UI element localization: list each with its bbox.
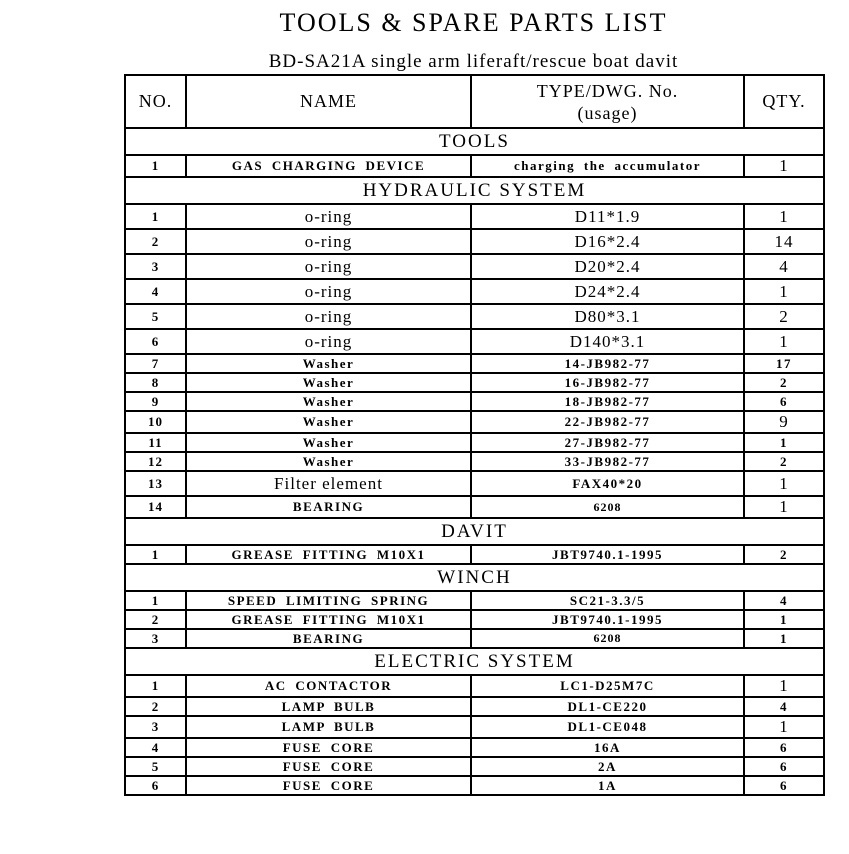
row-type: 18-JB982-77: [471, 392, 744, 411]
table-row: [125, 471, 824, 496]
row-name: Washer: [186, 433, 471, 452]
row-name: o-ring: [186, 229, 471, 254]
row-name: o-ring: [186, 254, 471, 279]
row-qty: 6: [744, 392, 824, 411]
row-no: 2: [125, 610, 186, 629]
table-row: [125, 155, 824, 177]
row-type: 14-JB982-77: [471, 354, 744, 373]
table-row: [125, 254, 824, 279]
row-qty: 1: [744, 716, 824, 738]
table-row: [125, 591, 824, 610]
row-no: 6: [125, 776, 186, 795]
row-qty: 2: [744, 373, 824, 392]
row-name: FUSE CORE: [186, 776, 471, 795]
row-type: D11*1.9: [471, 204, 744, 229]
row-type: 16A: [471, 738, 744, 757]
row-name: o-ring: [186, 279, 471, 304]
row-qty: 1: [744, 204, 824, 229]
row-qty: 6: [744, 738, 824, 757]
section-header-row: [125, 128, 824, 155]
row-type: LC1-D25M7C: [471, 675, 744, 697]
section-header-row: [125, 518, 824, 545]
section-title-tools: TOOLS: [125, 128, 824, 155]
row-type: 6208: [471, 496, 744, 518]
row-type: 2A: [471, 757, 744, 776]
row-name: Filter element: [186, 471, 471, 496]
section-title-winch: WINCH: [125, 564, 824, 591]
section-header-row: [125, 177, 824, 204]
row-name: Washer: [186, 392, 471, 411]
row-name: Washer: [186, 411, 471, 433]
table-row: [125, 354, 824, 373]
table-header-row: [125, 75, 824, 128]
section-header-row: [125, 564, 824, 591]
row-no: 1: [125, 591, 186, 610]
row-no: 3: [125, 629, 186, 648]
section-title-electric-system: ELECTRIC SYSTEM: [125, 648, 824, 675]
row-type: 22-JB982-77: [471, 411, 744, 433]
table-row: [125, 738, 824, 757]
table-row: [125, 279, 824, 304]
row-no: 3: [125, 254, 186, 279]
row-qty: 2: [744, 452, 824, 471]
row-name: FUSE CORE: [186, 757, 471, 776]
row-type: 33-JB982-77: [471, 452, 744, 471]
table-row: [125, 776, 824, 795]
row-type: 1A: [471, 776, 744, 795]
row-qty: 1: [744, 471, 824, 496]
row-qty: 1: [744, 675, 824, 697]
row-type: FAX40*20: [471, 471, 744, 496]
row-no: 9: [125, 392, 186, 411]
parts-table: [124, 74, 825, 796]
table-row: [125, 304, 824, 329]
section-title-davit: DAVIT: [125, 518, 824, 545]
row-qty: 9: [744, 411, 824, 433]
row-type: JBT9740.1-1995: [471, 545, 744, 564]
table-row: [125, 329, 824, 354]
section-header-row: [125, 648, 824, 675]
row-name: GREASE FITTING M10X1: [186, 545, 471, 564]
row-name: BEARING: [186, 629, 471, 648]
row-no: 6: [125, 329, 186, 354]
row-name: LAMP BULB: [186, 697, 471, 716]
row-no: 13: [125, 471, 186, 496]
row-type: D140*3.1: [471, 329, 744, 354]
row-type: charging the accumulator: [471, 155, 744, 177]
row-no: 12: [125, 452, 186, 471]
row-type: D80*3.1: [471, 304, 744, 329]
table-row: [125, 433, 824, 452]
row-name: o-ring: [186, 204, 471, 229]
col-header-name: NAME: [186, 75, 471, 128]
row-type: D16*2.4: [471, 229, 744, 254]
doc-subtitle: BD-SA21A single arm liferaft/rescue boat davit: [268, 51, 679, 72]
row-no: 2: [125, 697, 186, 716]
row-no: 1: [125, 204, 186, 229]
row-name: BEARING: [186, 496, 471, 518]
table-row: [125, 452, 824, 471]
row-type: DL1-CE220: [471, 697, 744, 716]
table-row: [125, 610, 824, 629]
row-no: 1: [125, 155, 186, 177]
row-no: 4: [125, 738, 186, 757]
row-name: Washer: [186, 452, 471, 471]
row-qty: 1: [744, 433, 824, 452]
row-qty: 2: [744, 304, 824, 329]
table-row: [125, 373, 824, 392]
row-name: GAS CHARGING DEVICE: [186, 155, 471, 177]
table-row: [125, 204, 824, 229]
row-type: JBT9740.1-1995: [471, 610, 744, 629]
row-type: 6208: [471, 629, 744, 648]
row-type: D20*2.4: [471, 254, 744, 279]
page-title: TOOLS & SPARE PARTS LIST: [279, 8, 668, 37]
row-qty: 14: [744, 229, 824, 254]
table-row: [125, 757, 824, 776]
row-qty: 4: [744, 254, 824, 279]
row-no: 14: [125, 496, 186, 518]
row-name: Washer: [186, 373, 471, 392]
row-qty: 1: [744, 155, 824, 177]
col-header-qty: QTY.: [744, 75, 824, 128]
row-name: o-ring: [186, 329, 471, 354]
table-row: [125, 629, 824, 648]
row-no: 5: [125, 757, 186, 776]
row-no: 4: [125, 279, 186, 304]
row-name: Washer: [186, 354, 471, 373]
row-qty: 1: [744, 629, 824, 648]
row-no: 11: [125, 433, 186, 452]
table-row: [125, 675, 824, 697]
row-qty: 1: [744, 329, 824, 354]
row-type: DL1-CE048: [471, 716, 744, 738]
table-row: [125, 545, 824, 564]
table-row: [125, 496, 824, 518]
table-row: [125, 411, 824, 433]
row-no: 5: [125, 304, 186, 329]
row-qty: 4: [744, 697, 824, 716]
row-name: FUSE CORE: [186, 738, 471, 757]
row-no: 3: [125, 716, 186, 738]
col-header-no: NO.: [125, 75, 186, 128]
row-qty: 1: [744, 496, 824, 518]
row-no: 7: [125, 354, 186, 373]
row-no: 1: [125, 675, 186, 697]
table-row: [125, 392, 824, 411]
table-body: [125, 128, 824, 795]
col-header-type-line2: (usage): [577, 102, 638, 123]
row-name: o-ring: [186, 304, 471, 329]
row-name: SPEED LIMITING SPRING: [186, 591, 471, 610]
table-row: [125, 697, 824, 716]
row-qty: 2: [744, 545, 824, 564]
row-name: LAMP BULB: [186, 716, 471, 738]
section-title-hydraulic-system: HYDRAULIC SYSTEM: [125, 177, 824, 204]
row-qty: 17: [744, 354, 824, 373]
table-row: [125, 229, 824, 254]
col-header-type-line1: TYPE/DWG. No.: [536, 80, 679, 101]
col-header-type: [471, 75, 744, 128]
row-qty: 6: [744, 776, 824, 795]
row-no: 8: [125, 373, 186, 392]
row-type: SC21-3.3/5: [471, 591, 744, 610]
row-name: AC CONTACTOR: [186, 675, 471, 697]
row-qty: 4: [744, 591, 824, 610]
row-qty: 1: [744, 279, 824, 304]
document-content: [124, 8, 823, 796]
row-qty: 1: [744, 610, 824, 629]
row-type: 16-JB982-77: [471, 373, 744, 392]
row-type: 27-JB982-77: [471, 433, 744, 452]
row-no: 1: [125, 545, 186, 564]
row-qty: 6: [744, 757, 824, 776]
table-row: [125, 716, 824, 738]
row-type: D24*2.4: [471, 279, 744, 304]
row-no: 2: [125, 229, 186, 254]
row-name: GREASE FITTING M10X1: [186, 610, 471, 629]
row-no: 10: [125, 411, 186, 433]
